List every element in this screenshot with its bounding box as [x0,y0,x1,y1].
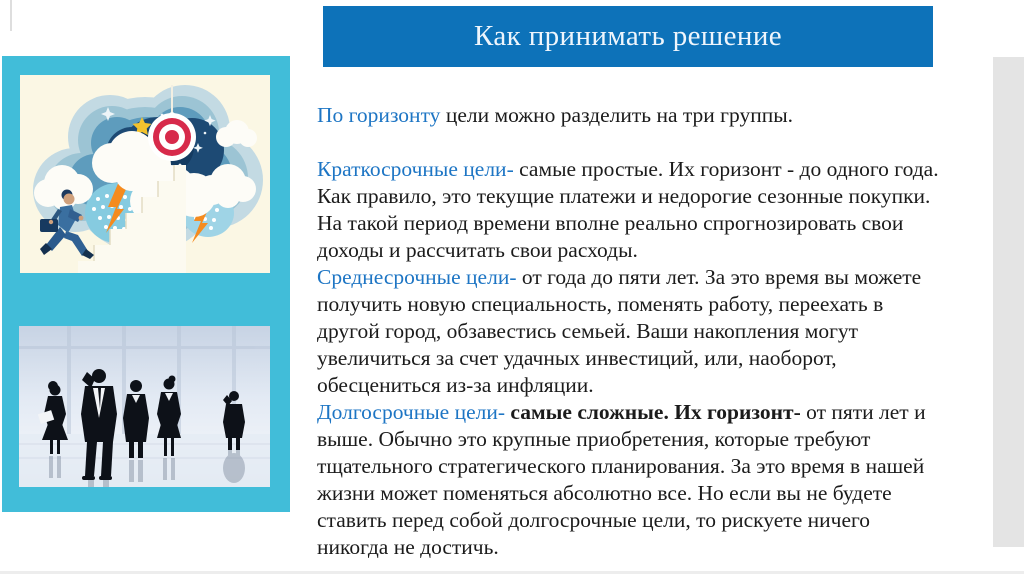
text-line: По горизонту цели можно разделить на три группы. [317,103,794,127]
text-line: увеличиться за счет удачных инвестиций, или, наоборот, [317,346,837,370]
slide-title: Как принимать решение [473,20,783,52]
text-line: Как правило, это текущие платежи и недорогие сезонные покупки. [317,184,931,208]
slide-body-text [317,102,965,561]
text-line: жизни может поменяться абсолютно все. Но если вы не будете [317,481,892,505]
text-line: доходы и рассчитать свои расходы. [317,238,638,262]
blank-line [317,129,965,156]
team-silhouettes-photo [19,326,270,487]
text-line: Долгосрочные цели- самые сложные. Их горизонт- от пяти лет и [317,400,926,424]
text-line: выше. Обычно это крупные приобретения, которые требуют [317,427,871,451]
goal-illustration [20,75,270,273]
text-line: никогда не достичь. [317,535,499,559]
text-line: получить новую специальность, поменять работу, переехать в [317,292,884,316]
text-line: ставить перед собой долгосрочные цели, то рискуете ничего [317,508,871,532]
slide-title-bar [323,6,933,67]
scrollbar-track[interactable] [993,57,1024,547]
text-line: тщательного стратегического планирования. За это время в нашей [317,454,925,478]
text-line: На такой период времени вполне реально спрогнозировать свои [317,211,904,235]
text-line: обесцениться из-за инфляции. [317,373,594,397]
text-line: Среднесрочные цели- от года до пяти лет. За это время вы можете [317,265,922,289]
window-edge-artifact [10,0,12,31]
text-line: Краткосрочные цели- самые простые. Их горизонт - до одного года. [317,157,939,181]
media-panel [2,56,290,512]
text-line: другой город, обзавестись семьей. Ваши накопления могут [317,319,859,343]
